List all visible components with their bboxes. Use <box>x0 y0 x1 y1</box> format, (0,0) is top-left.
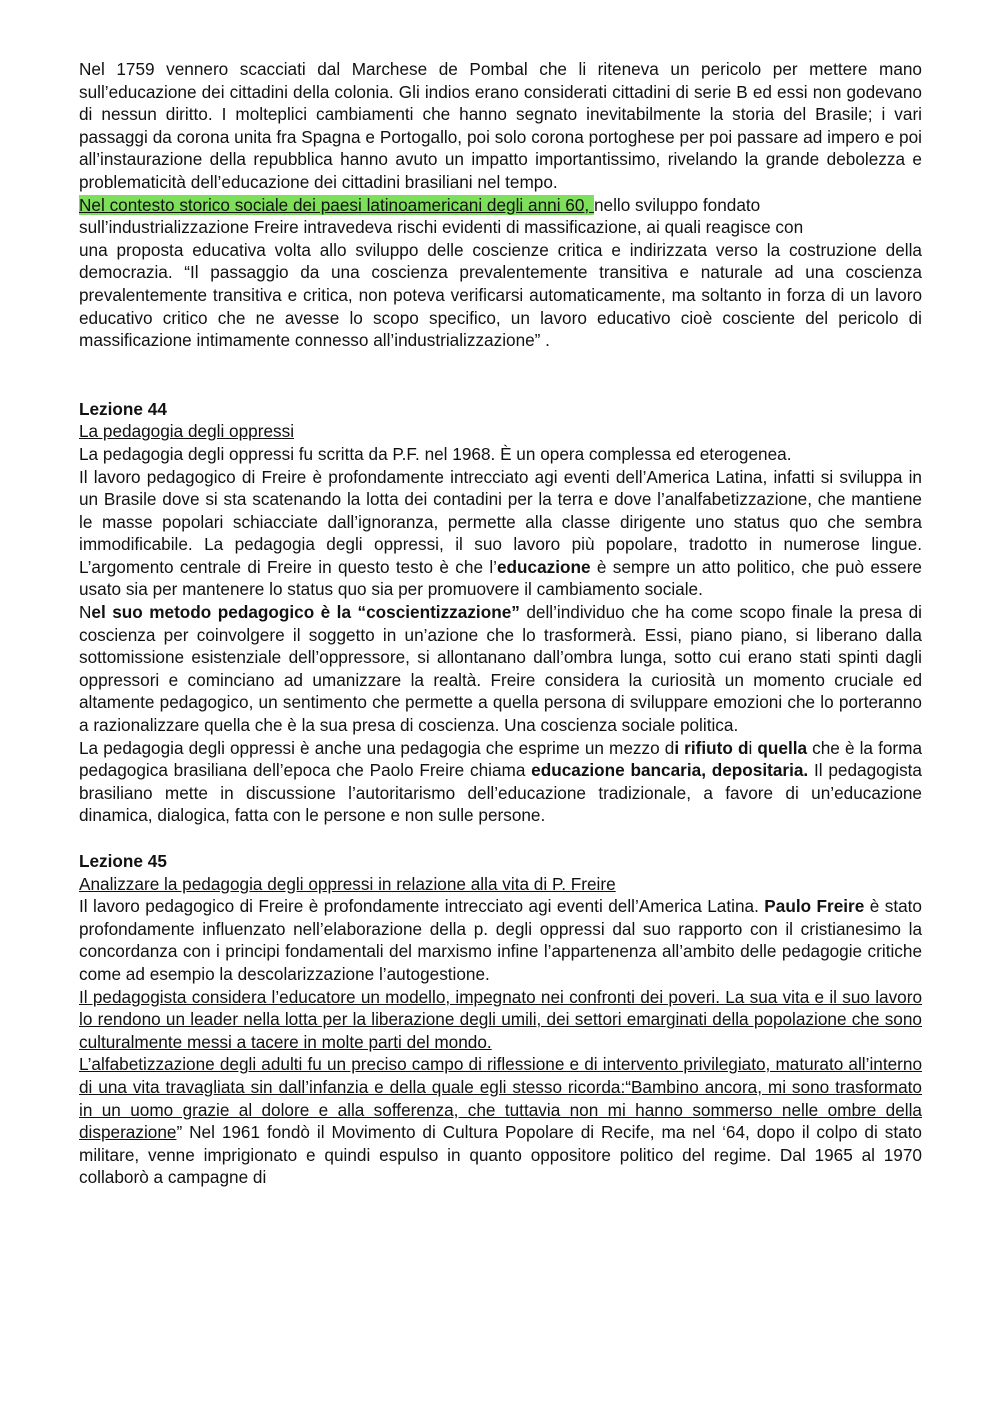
lesson45-p3-text: ” Nel 1961 fondò il Movimento di Cultura Popolare di Recife, ma nel ‘64, dopo il colpo di stato militare, venne imprigionato e quindi espulso in quanto oppositore politico del regime. Dal 1965 al 1970 collaborò a campagne di <box>79 1122 922 1188</box>
lesson44-p4-bold-1: i rifiuto d <box>674 737 749 758</box>
lesson44-title: Lezione 44 <box>79 398 167 419</box>
highlighted-text: Nel contesto storico sociale dei paesi latinoamericani degli anni 60, <box>79 194 594 215</box>
lesson44-p2-bold: educazione <box>496 556 591 577</box>
lesson45-p3-underlined: L’alfabetizzazione degli adulti fu un preciso campo di riflessione e di intervento privilegiato, maturato all’interno di una vita travagliata sin dall’infanzia e della quale egli stesso ricorda:“Bambino ancora, mi sono trasformato in un uomo grazie al dolore e alla sofferenza, che tuttavia non mi hanno sommerso nelle ombre della disperazione <box>79 1054 922 1143</box>
lesson44-p3-initial: N <box>79 602 92 623</box>
lesson45-title: Lezione 45 <box>79 851 167 871</box>
lesson44-p3-text: dell’individuo che ha come scopo finale la presa di coscienza per coinvolgere il soggetto in un’azione che lo trasformerà. Essi, piano piano, si liberano dalla sottomissione esistenziale dell’oppressore, si allontanano dall’ombra lunga, sotto cui erano stati spinti dagli oppressori e cominciano ad umanizzare la realtà. Freire considera la curiosità un momento cruciale ed altamente pedagogico, un sentimento che permette a quella persona di sviluppare emozioni che lo porteranno a razionalizzare quella che è la sua presa di coscienza. Una coscienza sociale politica. <box>79 602 922 736</box>
lesson45-p1-text-b: è stato profondamente influenzato nell’elaborazione della p. degli oppressi dal suo rapporto con il cristianesimo la concordanza con i principi fondamentali del marxismo infine l’appartenenza all’ambito delle pedagogie critiche come ad esempio la descolarizzazione l’autogestione. <box>79 896 922 984</box>
intro-paragraph-1: Nel 1759 vennero scacciati dal Marchese de Pombal che li riteneva un pericolo per mettere mano sull’educazione dei cittadini della colonia. Gli indios erano considerati cittadini di serie B ed essi non godevano di nessun diritto. I molteplici cambiamenti che hanno segnato inevitabilmente la storia del Brasile; i vari passaggi da corona unita fra Spagna e Portogallo, poi solo corona portoghese per poi passare ad impero e poi all’instaurazione della repubblica hanno avuto un impatto importantissimo, rivelando la grande debolezza e problematicità dell’educazione dei cittadini brasiliani nel tempo. <box>79 59 922 192</box>
lesson45-subtitle: Analizzare la pedagogia degli oppressi in relazione alla vita di P. Freire <box>79 873 616 894</box>
lesson44-paragraph-2 <box>79 466 922 602</box>
spacer <box>79 352 922 398</box>
lesson45-paragraph-2: Il pedagogista considera l’educatore un modello, impegnato nei confronti dei poveri. La sua vita e il suo lavoro lo rendono un leader nella lotta per la liberazione degli umili, dei settori emarginati della popolazione che sono culturalmente messi a tacere in molte parti del mondo. <box>79 986 922 1052</box>
lesson45-paragraph-1 <box>79 895 922 985</box>
lesson44-paragraph-1: La pedagogia degli oppressi fu scritta da P.F. nel 1968. È un opera complessa ed eterogenea. <box>79 443 792 464</box>
lesson44-p4-text-c: i <box>748 737 758 758</box>
spacer <box>79 827 922 850</box>
lesson44-p4-bold-2: quella <box>757 737 808 758</box>
lesson44-p3-bold: el suo metodo pedagogico è la “coscientizzazione” <box>91 602 520 623</box>
intro-paragraph-2-line1: nello sviluppo fondato sull’industrializzazione Freire intravedeva rischi evidenti di massificazione, ai quali reagisce con <box>79 194 804 238</box>
lesson45-paragraph-3 <box>79 1053 922 1189</box>
lesson44-p2-text-b: è sempre un atto politico, che può essere usato sia per mantenere lo status quo sia per promuovere il cambiamento sociale. <box>79 556 922 600</box>
lesson44-p4-bold-3: educazione bancaria, depositaria. <box>531 760 809 781</box>
lesson45-p1-text-a: Il lavoro pedagogico di Freire è profondamente intrecciato agi eventi dell’America Latina. <box>79 896 765 917</box>
intro-paragraph-2b: una proposta educativa volta allo sviluppo delle coscienze critica e indirizzata verso la costruzione della democrazia. “Il passaggio da una coscienza prevalentemente transitiva e naturale ad una coscienza prevalentemente transitiva e critica, non poteva verificarsi automaticamente, ma soltanto in forza di un lavoro educativo critico che ne avesse lo scopo specifico, un lavoro educativo cioè cosciente del pericolo di massificazione intimamente connesso all’industrializzazione” . <box>79 239 922 351</box>
lesson44-p4-text-d: che è la forma pedagogica brasiliana dell’epoca che Paolo Freire chiama <box>79 737 923 781</box>
lesson44-p2-text-a: Il lavoro pedagogico di Freire è profondamente intrecciato agi eventi dell’America Latina, infatti si sviluppa in un Brasile dove si sta scatenando la lotta dei contadini per la terra e dove l’analfabetizzazione, che mantiene le masse popolari schiacciate dall’ignoranza, permette alla classe dirigente uno status quo che sembra immodificabile. La pedagogia degli oppressi, il suo lavoro più popolare, tradotto in numerose lingue. L’argomento centrale di Freire in questo testo è che l’ <box>79 466 922 577</box>
lesson44-p4-text-a: La pedagogia degli oppressi è anche una pedagogia che esprime un mezzo d <box>79 737 675 758</box>
intro-paragraph-2a <box>79 194 922 239</box>
lesson44-p4-text-e: Il pedagogista brasiliano mette in discussione l’autoritarismo dell’educazione tradizionale, a favore di un’educazione dinamica, dialogica, fatta con le persone e non sulle persone. <box>79 760 922 826</box>
lesson44-subtitle: La pedagogia degli oppressi <box>79 421 295 442</box>
lesson45-p1-bold: Paulo Freire <box>764 896 865 917</box>
document-body <box>79 58 922 1189</box>
lesson44-paragraph-3 <box>79 601 922 737</box>
lesson44-paragraph-4 <box>79 737 922 827</box>
